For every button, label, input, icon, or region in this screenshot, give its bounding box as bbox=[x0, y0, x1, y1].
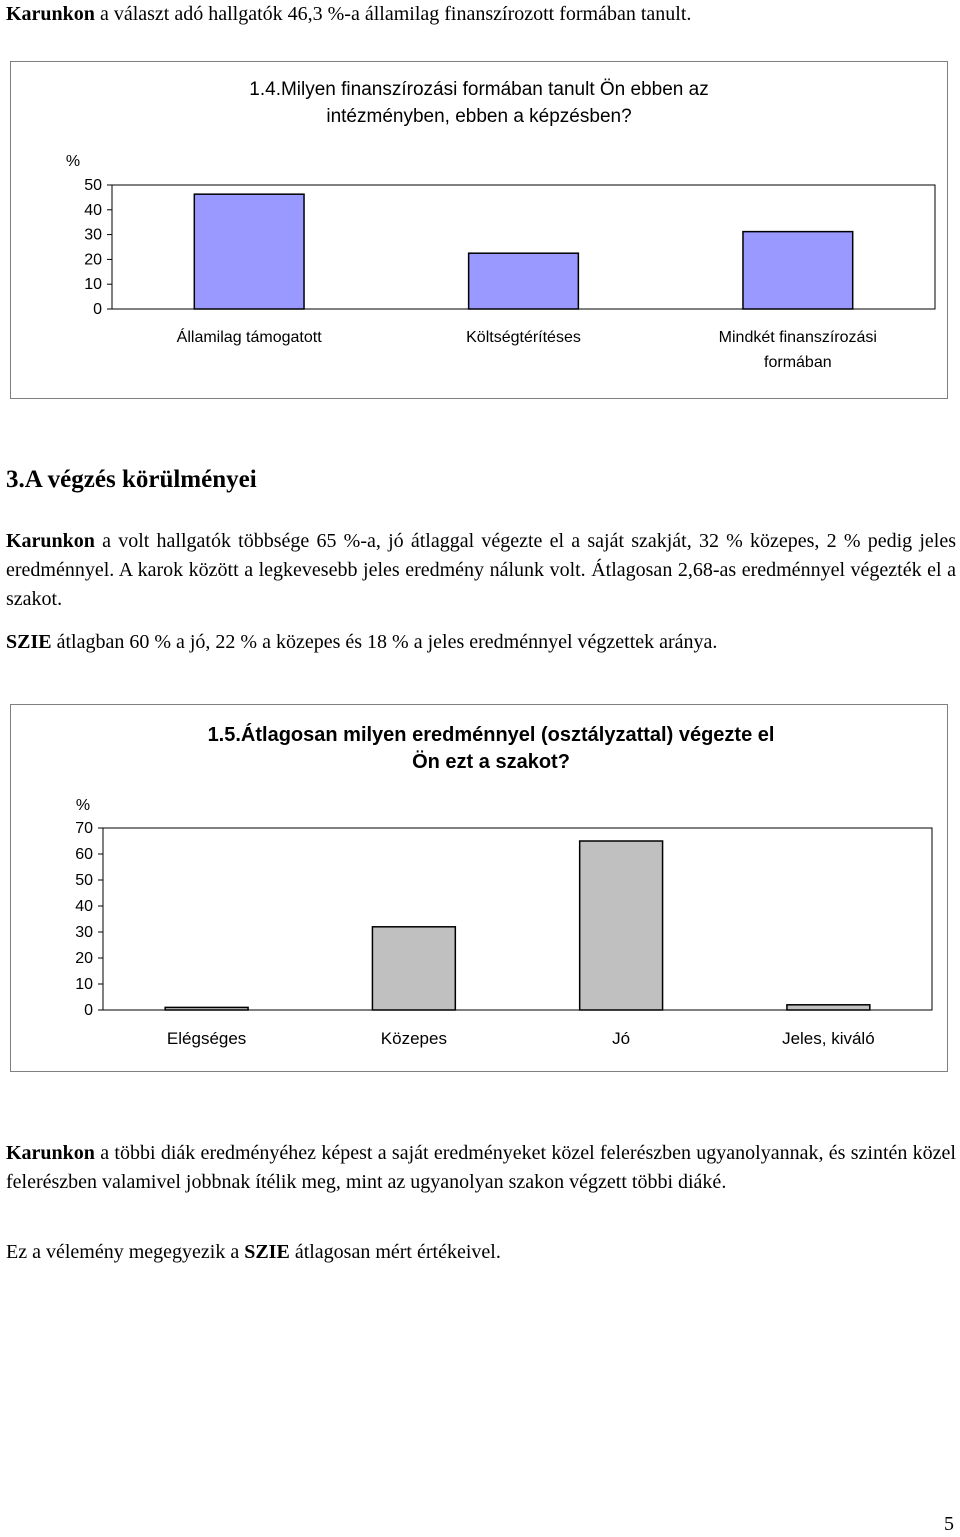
opinion-text-post: átlagosan mért értékeivel. bbox=[289, 1241, 501, 1263]
page-number: 5 bbox=[944, 1513, 954, 1535]
grade-chart-ytick-label: 0 bbox=[84, 1002, 93, 1019]
comparison-strong: Karunkon bbox=[6, 1142, 95, 1164]
funding-chart-category-label: Államilag támogatott bbox=[176, 329, 322, 346]
grade-chart-bar bbox=[372, 927, 455, 1010]
funding-chart-ytick-label: 30 bbox=[84, 226, 102, 244]
grade-chart-title-line1: 1.5.Átlagosan milyen eredménnyel (osztályzattal) végezte el bbox=[207, 724, 775, 746]
grade-chart-bar bbox=[580, 841, 663, 1010]
opinion-paragraph bbox=[6, 1238, 956, 1267]
funding-chart-ytick-label: 40 bbox=[84, 201, 102, 219]
funding-chart-category-label: Mindkét finanszírozási bbox=[718, 329, 877, 346]
intro-paragraph bbox=[6, 0, 956, 29]
graduation-strong: Karunkon bbox=[6, 530, 95, 552]
funding-chart-ytick-label: 50 bbox=[84, 177, 102, 194]
graduation-text: a volt hallgatók többsége 65 %-a, jó átlaggal végezte el a saját szakját, 32 % közepes, 2 % pedig jeles eredménnyel. A karok között a legkevesebb jeles eredmény nálunk volt. Átlagosan 2,68-as eredménnyel végezték el a szakot. bbox=[6, 530, 956, 610]
grade-chart-title-line2: Ön ezt a szakot? bbox=[412, 751, 570, 773]
grade-chart-unit-label: % bbox=[75, 797, 91, 814]
intro-text: a választ adó hallgatók 46,3 %-a államilag finanszírozott formában tanult. bbox=[94, 3, 692, 25]
funding-chart bbox=[10, 61, 948, 399]
grade-chart bbox=[10, 704, 948, 1072]
grade-chart-plot-area bbox=[103, 828, 932, 1010]
funding-chart-category-label: formában bbox=[764, 354, 832, 371]
grade-chart-ytick-label: 60 bbox=[75, 846, 93, 863]
funding-chart-category-label: Költségtérítéses bbox=[466, 329, 581, 346]
funding-chart-title-line1: 1.4.Milyen finanszírozási formában tanult Ön ebben az bbox=[249, 79, 709, 100]
funding-chart-svg bbox=[11, 62, 947, 398]
opinion-strong: SZIE bbox=[244, 1241, 290, 1263]
section-heading: 3.A végzés körülményei bbox=[6, 466, 257, 493]
grade-chart-svg bbox=[11, 705, 947, 1071]
funding-chart-ytick-label: 0 bbox=[93, 301, 102, 318]
funding-chart-ytick-label: 20 bbox=[84, 251, 102, 269]
grade-chart-bar bbox=[787, 1005, 870, 1010]
grade-chart-category-label: Jeles, kiváló bbox=[782, 1029, 875, 1048]
funding-chart-bar bbox=[194, 194, 304, 309]
funding-chart-bar bbox=[743, 232, 853, 309]
szie-text: átlagban 60 % a jó, 22 % a közepes és 18 % a jeles eredménnyel végzettek aránya. bbox=[51, 631, 718, 653]
grade-chart-ytick-label: 50 bbox=[75, 872, 93, 889]
opinion-text-pre: Ez a vélemény megegyezik a bbox=[6, 1241, 245, 1263]
grade-chart-bar bbox=[165, 1007, 248, 1010]
szie-paragraph bbox=[6, 628, 956, 657]
funding-chart-unit-label: % bbox=[65, 153, 81, 170]
grade-chart-category-label: Elégséges bbox=[166, 1029, 247, 1048]
grade-chart-ytick-label: 10 bbox=[75, 976, 93, 993]
grade-chart-ytick-label: 20 bbox=[75, 950, 93, 967]
funding-chart-title-line2: intézményben, ebben a képzésben? bbox=[326, 106, 632, 127]
graduation-paragraph bbox=[6, 527, 956, 614]
grade-chart-ytick-label: 40 bbox=[75, 898, 93, 915]
grade-chart-ytick-label: 30 bbox=[75, 924, 93, 941]
szie-strong: SZIE bbox=[6, 631, 52, 653]
comparison-text: a többi diák eredményéhez képest a saját eredményeket közel felerészben ugyanolyannak, és szintén közel felerészben valamivel jobbnak ítélik meg, mint az ugyanolyan szakon végzett többi diáké. bbox=[6, 1142, 956, 1193]
intro-strong: Karunkon bbox=[6, 3, 95, 25]
funding-chart-bar bbox=[469, 253, 579, 309]
grade-chart-category-label: Közepes bbox=[380, 1029, 447, 1048]
funding-chart-ytick-label: 10 bbox=[84, 276, 102, 294]
comparison-paragraph bbox=[6, 1139, 956, 1197]
grade-chart-ytick-label: 70 bbox=[75, 820, 93, 837]
grade-chart-category-label: Jó bbox=[612, 1029, 631, 1048]
